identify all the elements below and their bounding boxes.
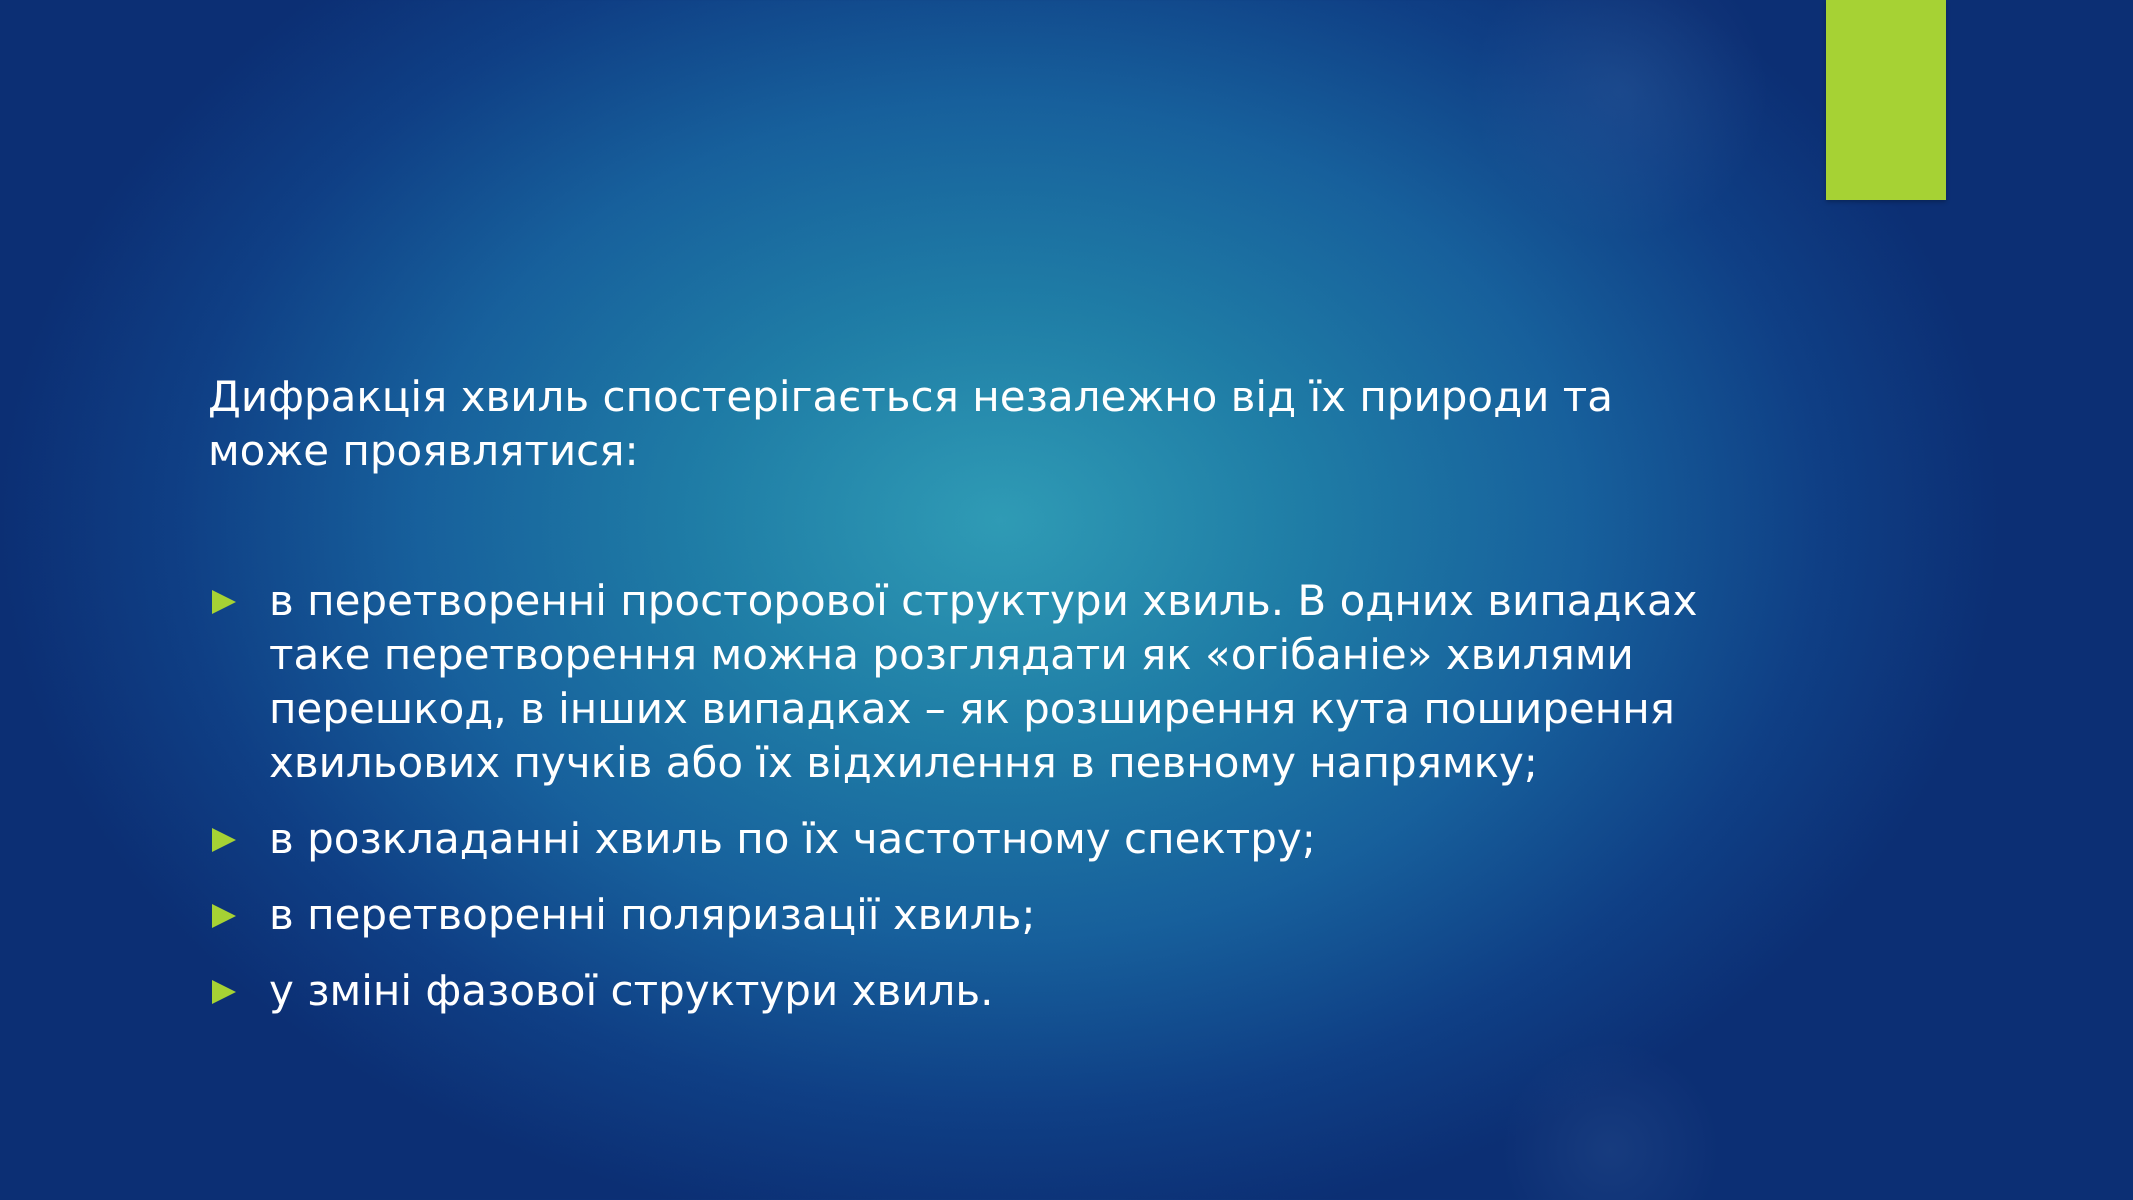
list-item (208, 964, 1729, 1018)
list-item (208, 888, 1729, 942)
slide-content (208, 370, 1708, 1040)
bullet-text: в перетворенні просторової структури хвиль. В одних випадках таке перетворення можна розглядати як «огібаніе» хвилями перешкод, в інших випадках – як розширення кута поширення хвильових пучків або їх відхилення в певному напрямку; (269, 576, 1698, 787)
triangle-right-icon (212, 590, 236, 614)
list-item (208, 812, 1729, 866)
bullet-text: в перетворенні поляризації хвиль; (269, 890, 1036, 939)
triangle-right-icon (212, 980, 236, 1004)
bullet-text: у зміні фазової структури хвиль. (269, 966, 994, 1015)
bullet-list (208, 574, 1708, 1018)
intro-paragraph: Дифракція хвиль спостерігається незалежно від їх природи та може проявлятися: (208, 372, 1614, 475)
background-glow (1500, 1040, 1720, 1200)
accent-bar (1826, 0, 1946, 200)
list-item (208, 574, 1729, 790)
triangle-right-icon (212, 828, 236, 852)
background-glow (1470, 0, 1770, 240)
bullet-text: в розкладанні хвиль по їх частотному спектру; (269, 814, 1316, 863)
triangle-right-icon (212, 904, 236, 928)
